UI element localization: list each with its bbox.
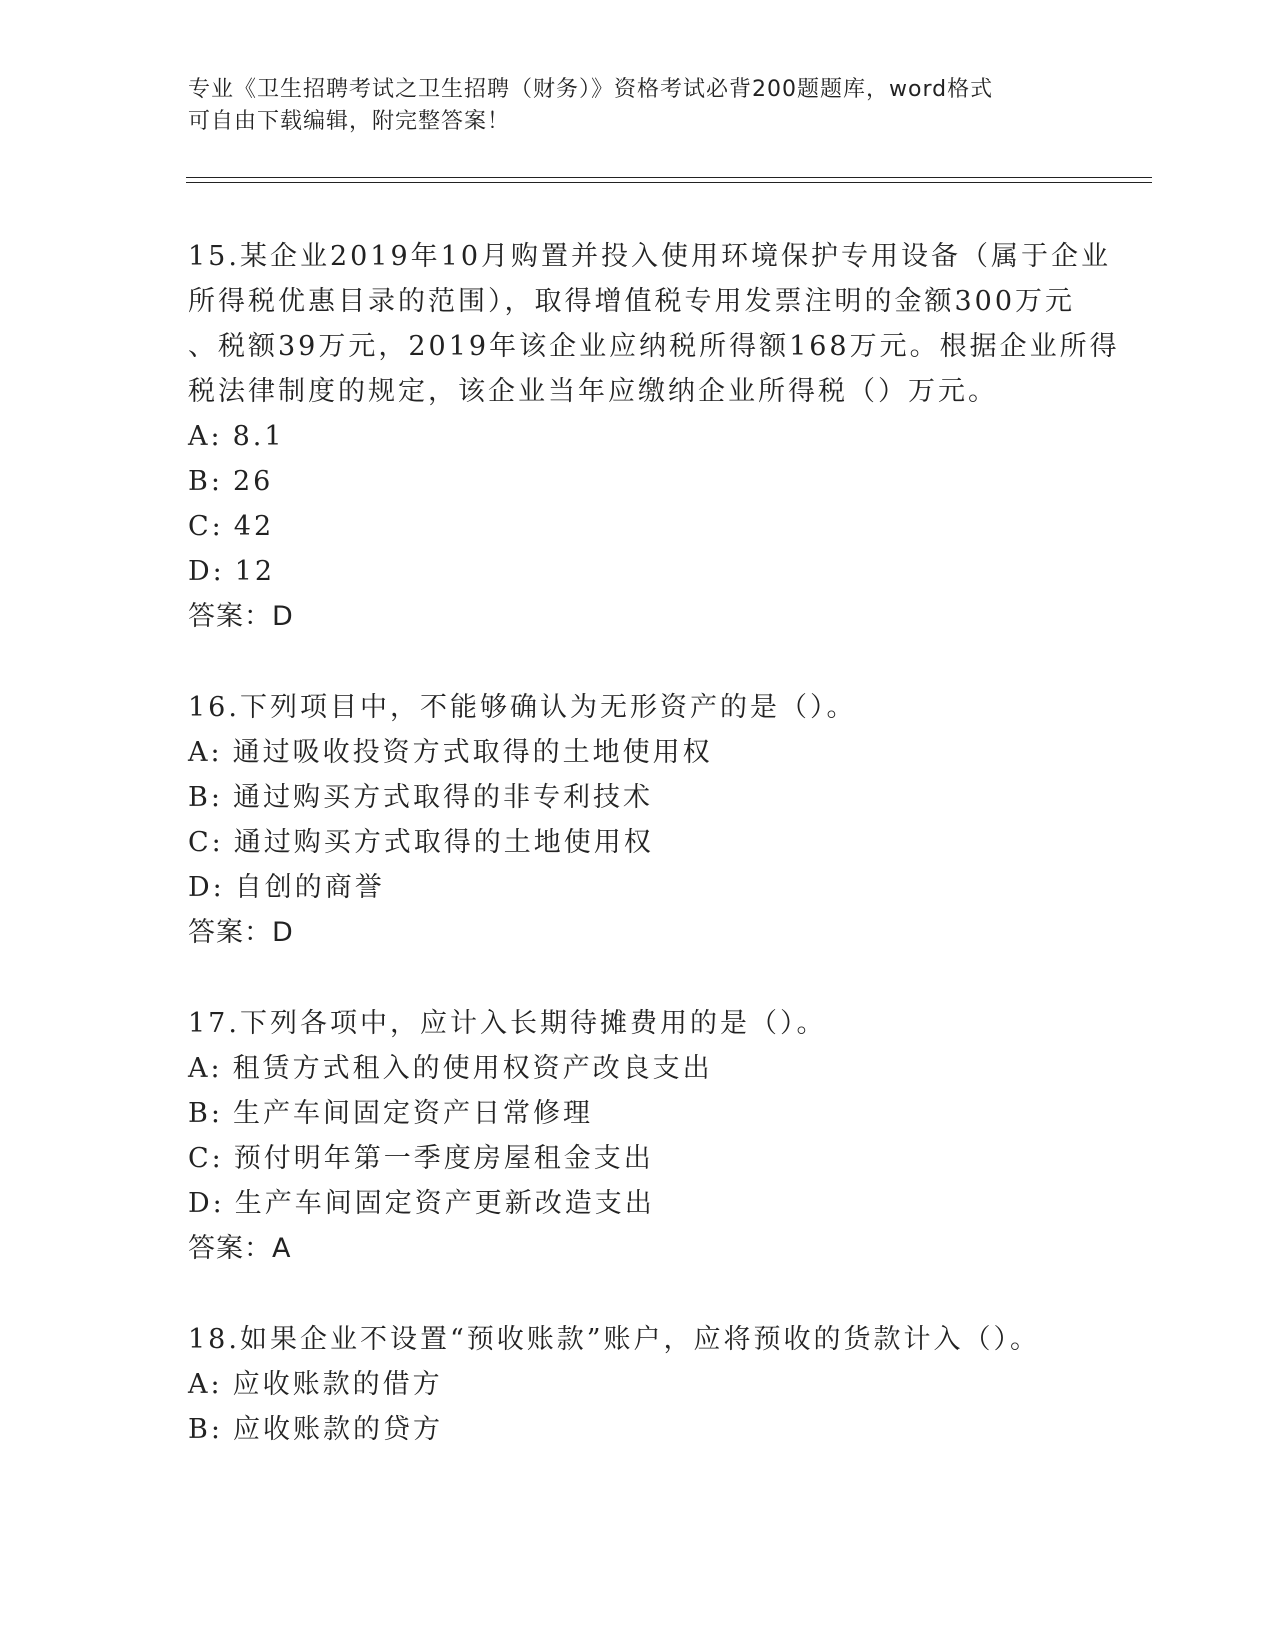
option-text: 42 — [233, 511, 275, 542]
option-a — [188, 730, 1088, 775]
option-b — [188, 775, 1088, 820]
option-text: 通过购买方式取得的土地使用权 — [233, 827, 654, 858]
option-text: 12 — [234, 556, 276, 587]
question-text-line: 16.下列项目中，不能够确认为无形资产的是（）。 — [188, 692, 857, 723]
option-text: 自创的商誉 — [234, 872, 385, 903]
option-text: 租赁方式租入的使用权资产改良支出 — [232, 1053, 713, 1084]
option-b — [188, 1407, 1088, 1452]
option-b — [188, 459, 1088, 504]
option-d — [188, 1181, 1088, 1226]
option-text: 26 — [232, 466, 274, 497]
option-a — [188, 1362, 1088, 1407]
question-text-line: 18.如果企业不设置“预收账款”账户，应将预收的货款计入（）。 — [188, 1324, 1041, 1355]
option-label: D: — [188, 1188, 225, 1219]
option-text: 生产车间固定资产更新改造支出 — [234, 1188, 655, 1219]
header-divider-top — [186, 177, 1152, 178]
option-text: 通过吸收投资方式取得的土地使用权 — [232, 737, 713, 768]
option-text: 应收账款的借方 — [232, 1369, 443, 1400]
question-text-line: 17.下列各项中，应计入长期待摊费用的是（）。 — [188, 1008, 827, 1039]
question-list — [188, 234, 1120, 1498]
header-divider-bottom — [186, 182, 1152, 183]
answer-line: 答案：D — [188, 601, 294, 632]
question-16 — [188, 685, 1088, 955]
option-text: 预付明年第一季度房屋租金支出 — [233, 1143, 654, 1174]
option-d — [188, 549, 1088, 594]
header-line-2: 可自由下载编辑，附完整答案！ — [188, 109, 511, 134]
question-text-line: 、税额39万元，2019年该企业应纳税所得额168万元。根据企业所得 — [188, 331, 1120, 362]
answer-line: 答案：A — [188, 1233, 292, 1264]
option-a — [188, 414, 1088, 459]
question-text-line: 所得税优惠目录的范围），取得增值税专用发票注明的金额300万元 — [188, 286, 1076, 317]
option-d — [188, 865, 1088, 910]
question-text-line: 15.某企业2019年10月购置并投入使用环境保护专用设备（属于企业 — [188, 241, 1112, 272]
question-text-line: 税法律制度的规定，该企业当年应缴纳企业所得税（）万元。 — [188, 376, 998, 407]
option-label: A: — [188, 1369, 223, 1400]
question-17 — [188, 1001, 1088, 1271]
option-label: C: — [188, 827, 224, 858]
question-15 — [188, 234, 1120, 639]
option-a — [188, 1046, 1088, 1091]
document-header — [188, 74, 1088, 138]
option-label: C: — [188, 1143, 224, 1174]
option-c — [188, 504, 1088, 549]
option-label: B: — [188, 466, 223, 497]
header-line-1: 专业《卫生招聘考试之卫生招聘（财务）》资格考试必背200题题库，word格式 — [188, 77, 994, 102]
option-label: C: — [188, 511, 224, 542]
option-text: 通过购买方式取得的非专利技术 — [232, 782, 653, 813]
option-c — [188, 1136, 1088, 1181]
question-18 — [188, 1317, 1088, 1452]
option-text: 8.1 — [232, 421, 285, 452]
option-label: A: — [188, 737, 223, 768]
option-text: 生产车间固定资产日常修理 — [232, 1098, 593, 1129]
option-label: B: — [188, 1414, 223, 1445]
option-label: A: — [188, 421, 223, 452]
option-c — [188, 820, 1088, 865]
option-label: B: — [188, 782, 223, 813]
option-label: D: — [188, 556, 225, 587]
option-label: A: — [188, 1053, 223, 1084]
option-text: 应收账款的贷方 — [232, 1414, 443, 1445]
answer-line: 答案：D — [188, 917, 294, 948]
option-b — [188, 1091, 1088, 1136]
option-label: D: — [188, 872, 225, 903]
option-label: B: — [188, 1098, 223, 1129]
